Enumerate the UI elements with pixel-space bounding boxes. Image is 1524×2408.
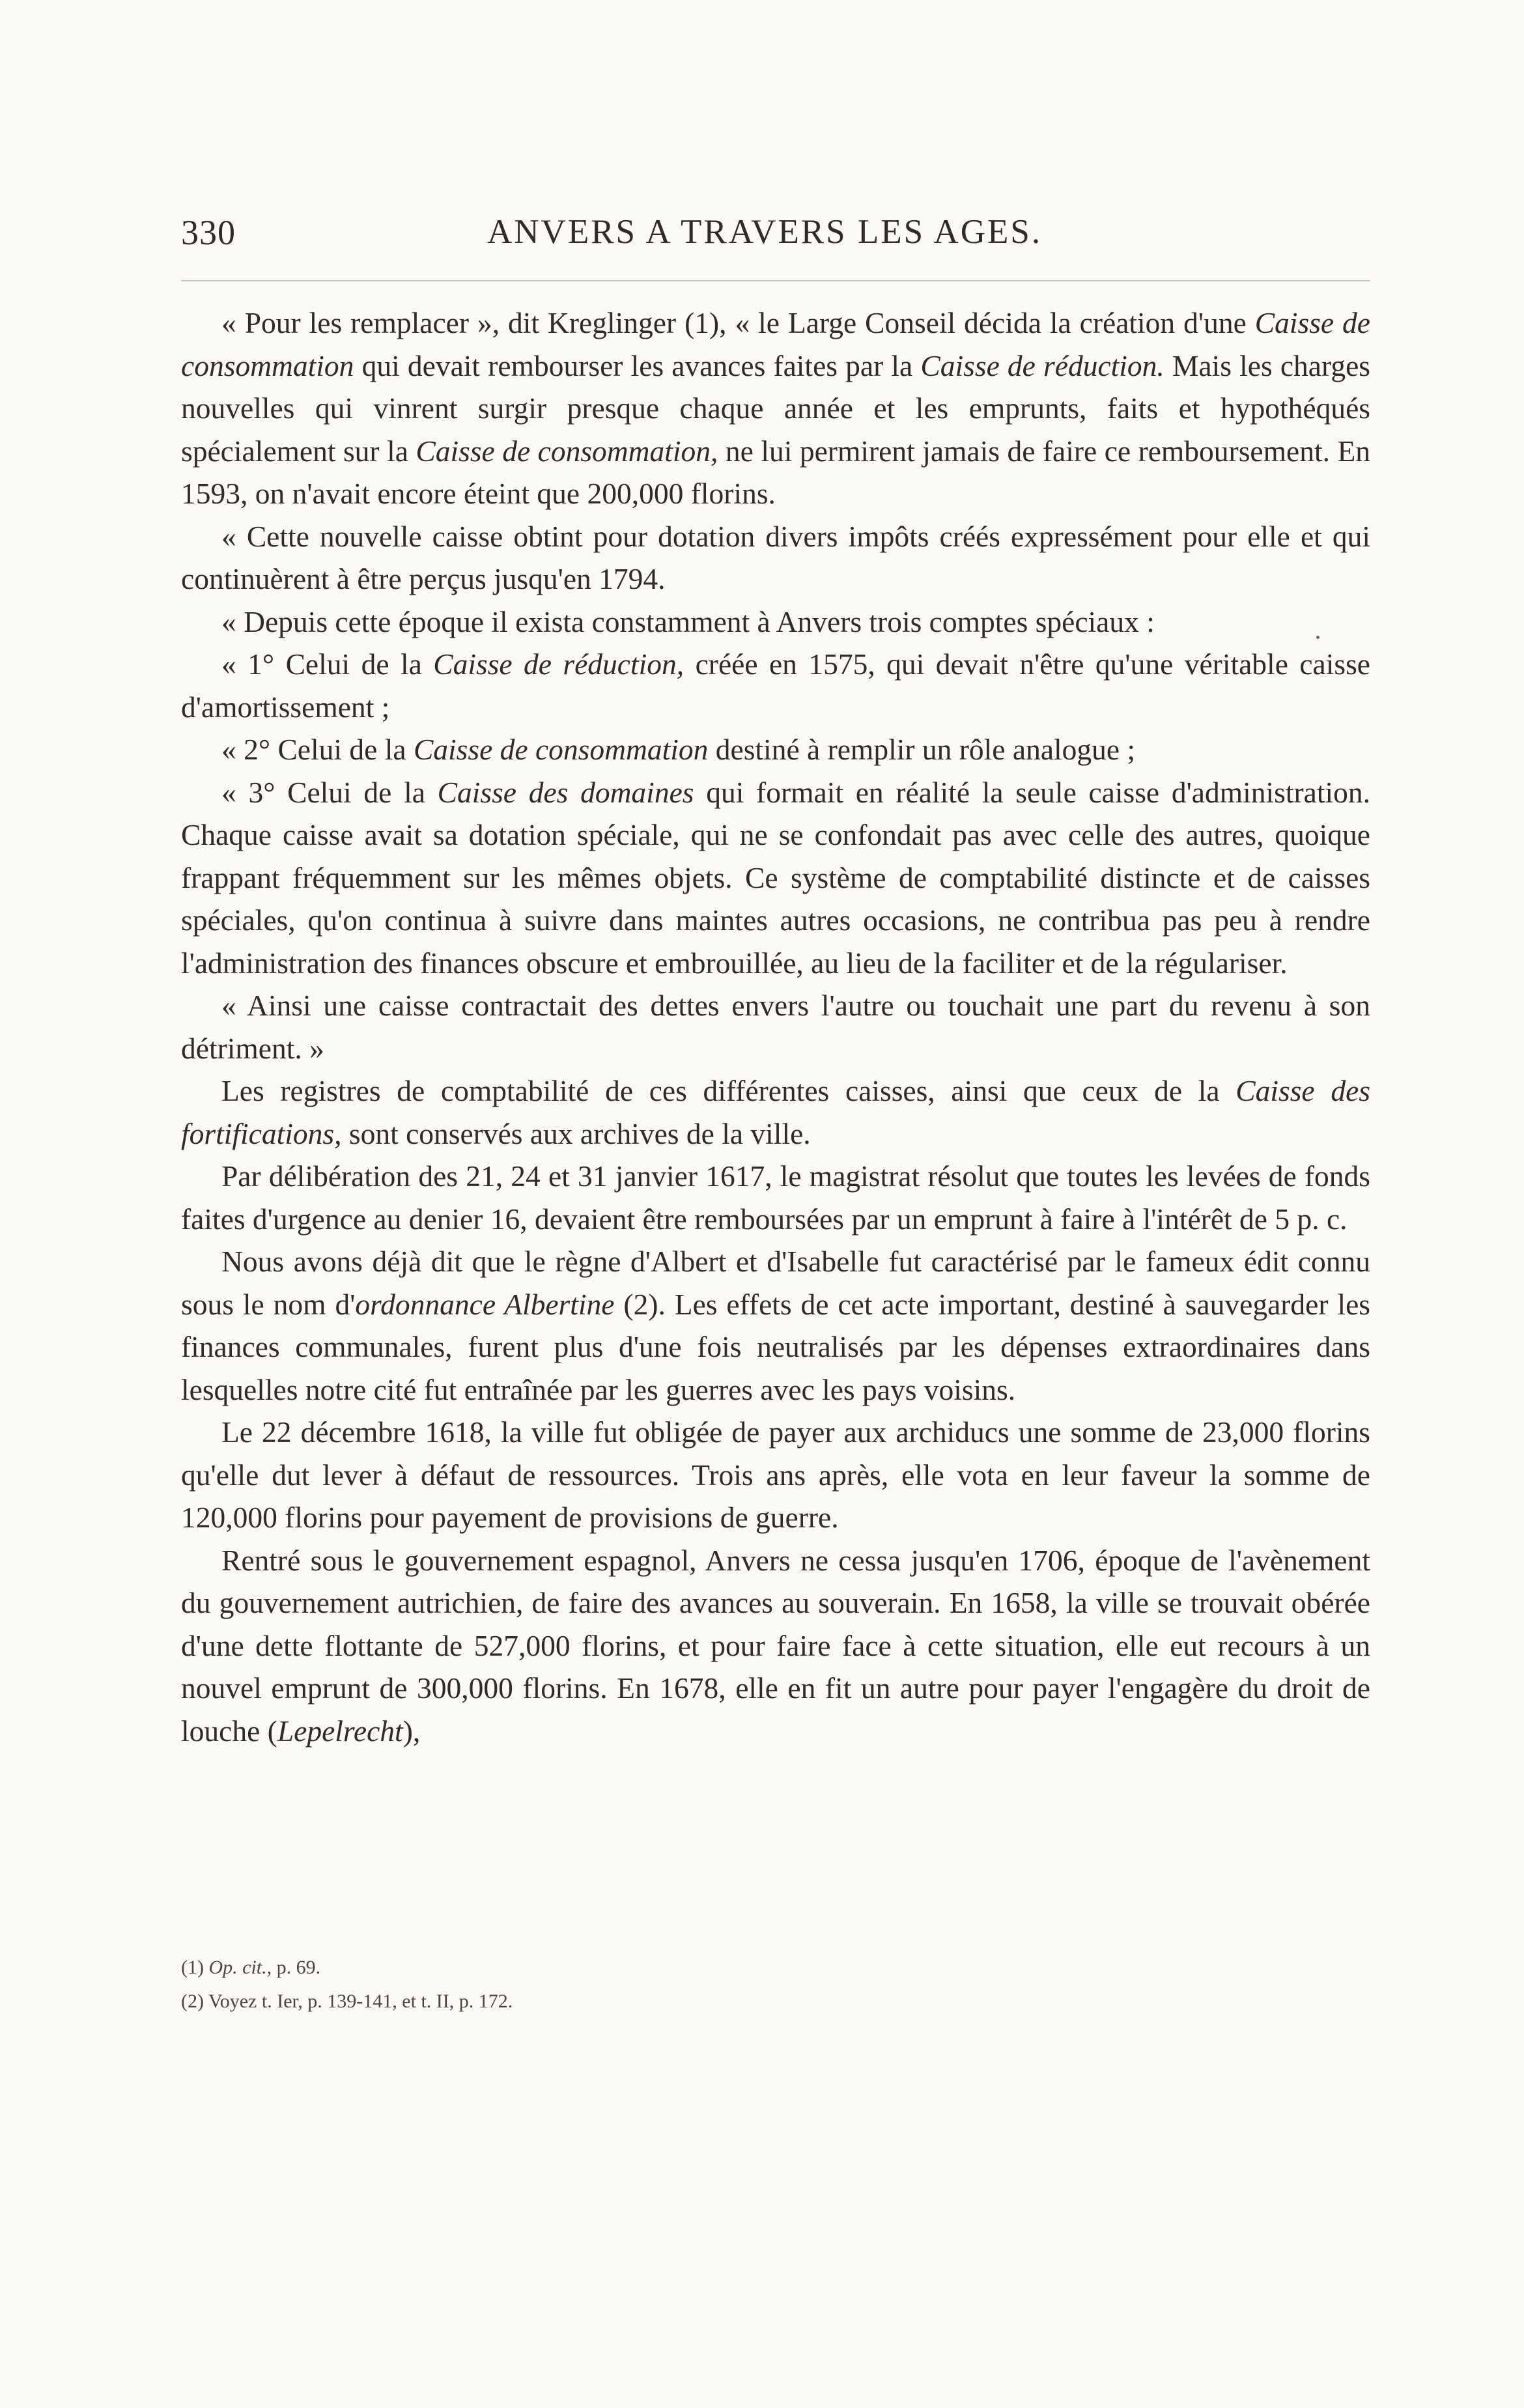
paragraph	[181, 1240, 1370, 1411]
italic-run: Lepelrecht	[277, 1714, 403, 1748]
paragraph	[181, 771, 1370, 985]
paragraph	[181, 1539, 1370, 1753]
text-run: ),	[402, 1714, 421, 1748]
text-run: qui formait en réalité la seule caisse d'administration. Chaque caisse avait sa dotation spéciale, qui ne se confondait pas avec celle des autres, quoique frappant fréquemment sur les mêmes objets. Ce système de comptabilité distincte et de caisses spéciales, qu'on continua à suivre dans maintes autres occasions, ne contribua pas peu à rendre l'administration des finances obscure et embrouillée, au lieu de la faciliter et de la régulariser.	[181, 775, 1371, 980]
italic-run: Caisse des fortifications,	[181, 1074, 1370, 1150]
text-run: Mais les charges nouvelles qui vinrent surgir presque chaque année et les emprunts, faits et hypothéqués spécialement sur la	[181, 348, 1370, 468]
paragraph	[181, 728, 1370, 771]
italic-run: Caisse des domaines	[437, 775, 694, 809]
footnote	[181, 1985, 1370, 2018]
text-run: destiné à remplir un rôle analogue ;	[708, 733, 1136, 766]
footnotes	[181, 1951, 1370, 2018]
text-run: p. 69.	[272, 1957, 321, 1978]
italic-run: Caisse de consommation	[181, 306, 1371, 382]
text-run: qui devait rembourser les avances faites par la	[354, 348, 921, 382]
text-run: Nous avons déjà dit que le règne d'Albert et d'Isabelle fut caractérisé par le fameux édit connu sous le nom d'	[181, 1245, 1370, 1321]
paragraph	[181, 643, 1370, 728]
text-run: Le 22 décembre 1618, la ville fut obligée de payer aux archiducs une somme de 23,000 florins qu'elle dut lever à défaut de ressources. Trois ans après, elle vota en leur faveur la somme de 120,000 florins pour payement de provisions de guerre.	[181, 1415, 1370, 1534]
paragraph	[181, 302, 1370, 515]
text-run: « Pour les remplacer », dit Kreglinger (1), « le Large Conseil décida la création d'une	[221, 306, 1255, 339]
body-text	[181, 302, 1370, 1752]
paragraph	[181, 1411, 1370, 1539]
paragraph	[181, 1155, 1370, 1240]
ink-speck	[1316, 636, 1319, 639]
paragraph	[181, 601, 1370, 644]
paragraph	[181, 984, 1370, 1069]
text-run: sont conservés aux archives de la ville.	[341, 1116, 811, 1150]
footnote	[181, 1951, 1370, 1985]
text-run: « 2° Celui de la	[221, 733, 414, 766]
page-header	[181, 207, 1370, 259]
running-title: ANVERS A TRAVERS LES AGES.	[487, 213, 1043, 251]
italic-run: Op. cit.,	[208, 1957, 272, 1978]
text-run: Par délibération des 21, 24 et 31 janvier 1617, le magistrat résolut que toutes les levées de fonds faites d'urgence au denier 16, devaient être remboursées par un emprunt à faire à l'intérêt de 5 p. c.	[181, 1159, 1370, 1236]
text-run: « Ainsi une caisse contractait des dettes envers l'autre ou touchait une part du revenu à son détriment. »	[181, 989, 1370, 1065]
text-run: (2). Les effets de cet acte important, destiné à sauvegarder les finances communales, furent plus d'une fois neutralisés par les dépenses extraordinaires dans lesquelles notre cité fut entraînée par les guerres avec les pays voisins.	[181, 1287, 1370, 1406]
text-run: ne lui permirent jamais de faire ce remboursement. En 1593, on n'avait encore éteint que 200,000 florins.	[181, 434, 1370, 510]
header-rule	[181, 280, 1370, 281]
text-run: « 3° Celui de la	[221, 775, 438, 809]
text-run: (2) Voyez t. Ier, p. 139-141, et t. II, p. 172.	[181, 1990, 513, 2012]
text-run: « Depuis cette époque il exista constamment à Anvers trois comptes spéciaux :	[221, 604, 1155, 638]
text-run: Rentré sous le gouvernement espagnol, Anvers ne cessa jusqu'en 1706, époque de l'avènement du gouvernement autrichien, de faire des avances au souverain. En 1658, la ville se trouvait obérée d'une dette flottante de 527,000 florins, et pour faire face à cette situation, elle eut recours à un nouvel emprunt de 300,000 florins. En 1678, elle en fit un autre pour payer l'engagère du droit de louche (	[181, 1543, 1370, 1748]
page-number: 330	[181, 213, 236, 252]
text-run: « Cette nouvelle caisse obtint pour dotation divers impôts créés expressément pour elle et qui continuèrent à être perçus jusqu'en 1794.	[181, 519, 1370, 595]
paragraph	[181, 1069, 1370, 1155]
italic-run: Caisse de réduction.	[920, 348, 1164, 382]
text-run: créée en 1575, qui devait n'être qu'une véritable caisse d'amortissement ;	[181, 647, 1370, 724]
italic-run: ordonnance Albertine	[355, 1287, 615, 1321]
paragraph	[181, 515, 1370, 601]
text-run: (1)	[181, 1957, 209, 1978]
text-run: Les registres de comptabilité de ces différentes caisses, ainsi que ceux de la	[221, 1074, 1236, 1107]
italic-run: Caisse de réduction,	[433, 647, 684, 681]
italic-run: Caisse de consommation,	[416, 434, 718, 468]
text-run: « 1° Celui de la	[221, 647, 434, 681]
italic-run: Caisse de consommation	[413, 733, 709, 766]
